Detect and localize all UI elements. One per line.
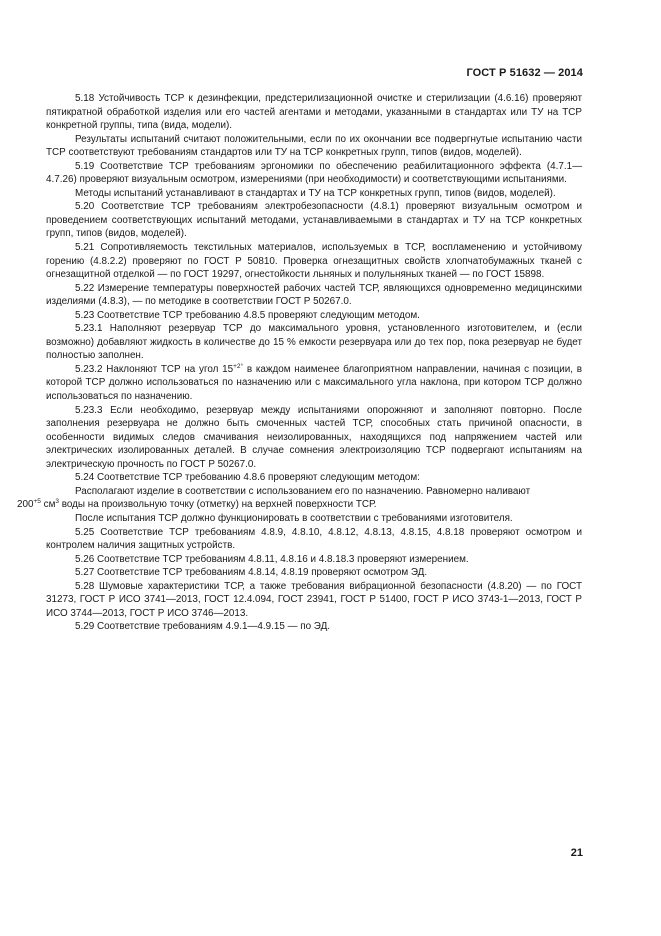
paragraph-5-18-results: Результаты испытаний считают положительными, если по их окончании все подвергнутые испытанию части ТСР соответствуют требованиям стандартов или ТУ на ТСР конкретных групп, типов (видов, моделей). — [46, 133, 582, 159]
p5232-text-after: в каждом наименее благоприятном направлении, начиная с позиции, в которой ТСР должно использоваться по назначению или с максимального угла наклона, при котором ТСР должно использоваться по назначению. — [46, 363, 582, 403]
paragraph-5-21: 5.21 Сопротивляемость текстильных материалов, используемых в ТСР, воспламенению и устойчивому горению (4.8.2.2) проверяют по ГОСТ Р 50810. Проверка огнезащитных свойств хлопчатобумажных тканей с огнезащитной отделкой — по ГОСТ 19297, огнестойкости льняных и полульняных тканей — по ГОСТ 15898. — [46, 242, 582, 281]
paragraph-5-24-procedure — [17, 485, 582, 512]
paragraph-5-26: 5.26 Соответствие ТСР требованиям 4.8.11, 4.8.16 и 4.8.18.3 проверяют измерением. — [75, 553, 469, 565]
paragraph-5-24-after-test: После испытания ТСР должно функционировать в соответствии с требованиями изготовителя. — [75, 512, 513, 524]
p524-text-after: воды на произвольную точку (отметку) на верхней поверхности ТСР. — [59, 499, 377, 511]
document-body — [17, 92, 582, 634]
paragraph-5-28: 5.28 Шумовые характеристики ТСР, а также требования вибрационной безопасности (4.8.20) — по ГОСТ 31273, ГОСТ Р ИСО 3741—2013, ГОСТ 12.4.094, ГОСТ 23941, ГОСТ Р 51400, ГОСТ Р ИСО 3743-1—2013, ГОСТ Р ИСО 3744—2013, ГОСТ Р ИСО 3746—2013. — [46, 580, 582, 619]
water-amount: 200 — [17, 499, 34, 511]
paragraph-5-27: 5.27 Соответствие ТСР требованиям 4.8.14, 4.8.19 проверяют осмотром ЭД. — [75, 567, 428, 579]
page-number: 21 — [570, 847, 583, 859]
paragraph-5-20: 5.20 Соответствие ТСР требованиям электробезопасности (4.8.1) проверяют визуальным осмотром и проведением соответствующих испытаний методами, устанавливаемыми в стандартах и ТУ на ТСР конкретных групп, типов (видов, моделей). — [46, 201, 582, 240]
paragraph-5-19-methods: Методы испытаний устанавливают в стандартах и ТУ на ТСР конкретных групп, типов (видов, моделей). — [75, 187, 556, 199]
paragraph-5-29: 5.29 Соответствие требованиям 4.9.1—4.9.15 — по ЭД. — [75, 621, 331, 633]
unit-exponent-superscript: 3 — [55, 498, 60, 506]
paragraph-5-25: 5.25 Соответствие ТСР требованиям 4.8.9, 4.8.10, 4.8.12, 4.8.13, 4.8.15, 4.8.18 проверяют осмотром и контролем наличия защитных устройств. — [46, 526, 582, 552]
paragraph-5-24: 5.24 Соответствие ТСР требованию 4.8.6 проверяют следующим методом: — [75, 472, 420, 484]
paragraph-5-23-2 — [46, 363, 582, 404]
paragraph-5-23-1: 5.23.1 Наполняют резервуар ТСР до максимального уровня, установленного изготовителем, и (если возможно) добавляют жидкость в количестве до 15 % емкости резервуара или до тех пор, пока резервуар не будет полностью заполнен. — [46, 323, 582, 362]
paragraph-5-19: 5.19 Соответствие ТСР требованиям эргономики по обеспечению реабилитационного эффекта (4.7.1—4.7.26) проверяют визуальным осмотром, измерениями (при необходимости) и соответствующими испытаниями. — [46, 160, 582, 186]
document-header: ГОСТ Р 51632 — 2014 — [466, 67, 583, 79]
paragraph-5-23-3: 5.23.3 Если необходимо, резервуар между испытаниями опорожняют и заполняют повторно. После заполнения резервуара не должно быть смоченных частей ТСР, способных стать причиной опасности, в особенности видимых следов смачивания неизолированных, находящихся под напряжением частей или электрических изолированных деталей. В случае сомнения электроизоляцию ТСР подвергают испытаниям на электрическую прочность по ГОСТ Р 50267.0. — [46, 404, 582, 470]
amount-tolerance-superscript: +5 — [33, 498, 41, 506]
p524-line1: Располагают изделие в соответствии с использованием его по назначению. Равномерно наливают — [75, 485, 531, 497]
angle-tolerance-superscript: +2° — [233, 362, 244, 370]
volume-unit: см — [40, 499, 56, 511]
paragraph-5-18: 5.18 Устойчивость ТСР к дезинфекции, предстерилизационной очистке и стерилизации (4.6.16) проверяют пятикратной обработкой изделия или его частей агентами и методами, указанными в стандартах или ТУ на ТСР конкретной группы, типа (вида, модели). — [46, 93, 582, 132]
paragraph-5-22: 5.22 Измерение температуры поверхностей рабочих частей ТСР, являющихся одновременно медицинскими изделиями (4.8.3), — по методике в соответствии ГОСТ Р 50267.0. — [46, 282, 582, 308]
paragraph-5-23: 5.23 Соответствие ТСР требованию 4.8.5 проверяют следующим методом. — [75, 309, 420, 321]
p5232-text-before: 5.23.2 Наклоняют ТСР на угол 15 — [75, 363, 234, 375]
